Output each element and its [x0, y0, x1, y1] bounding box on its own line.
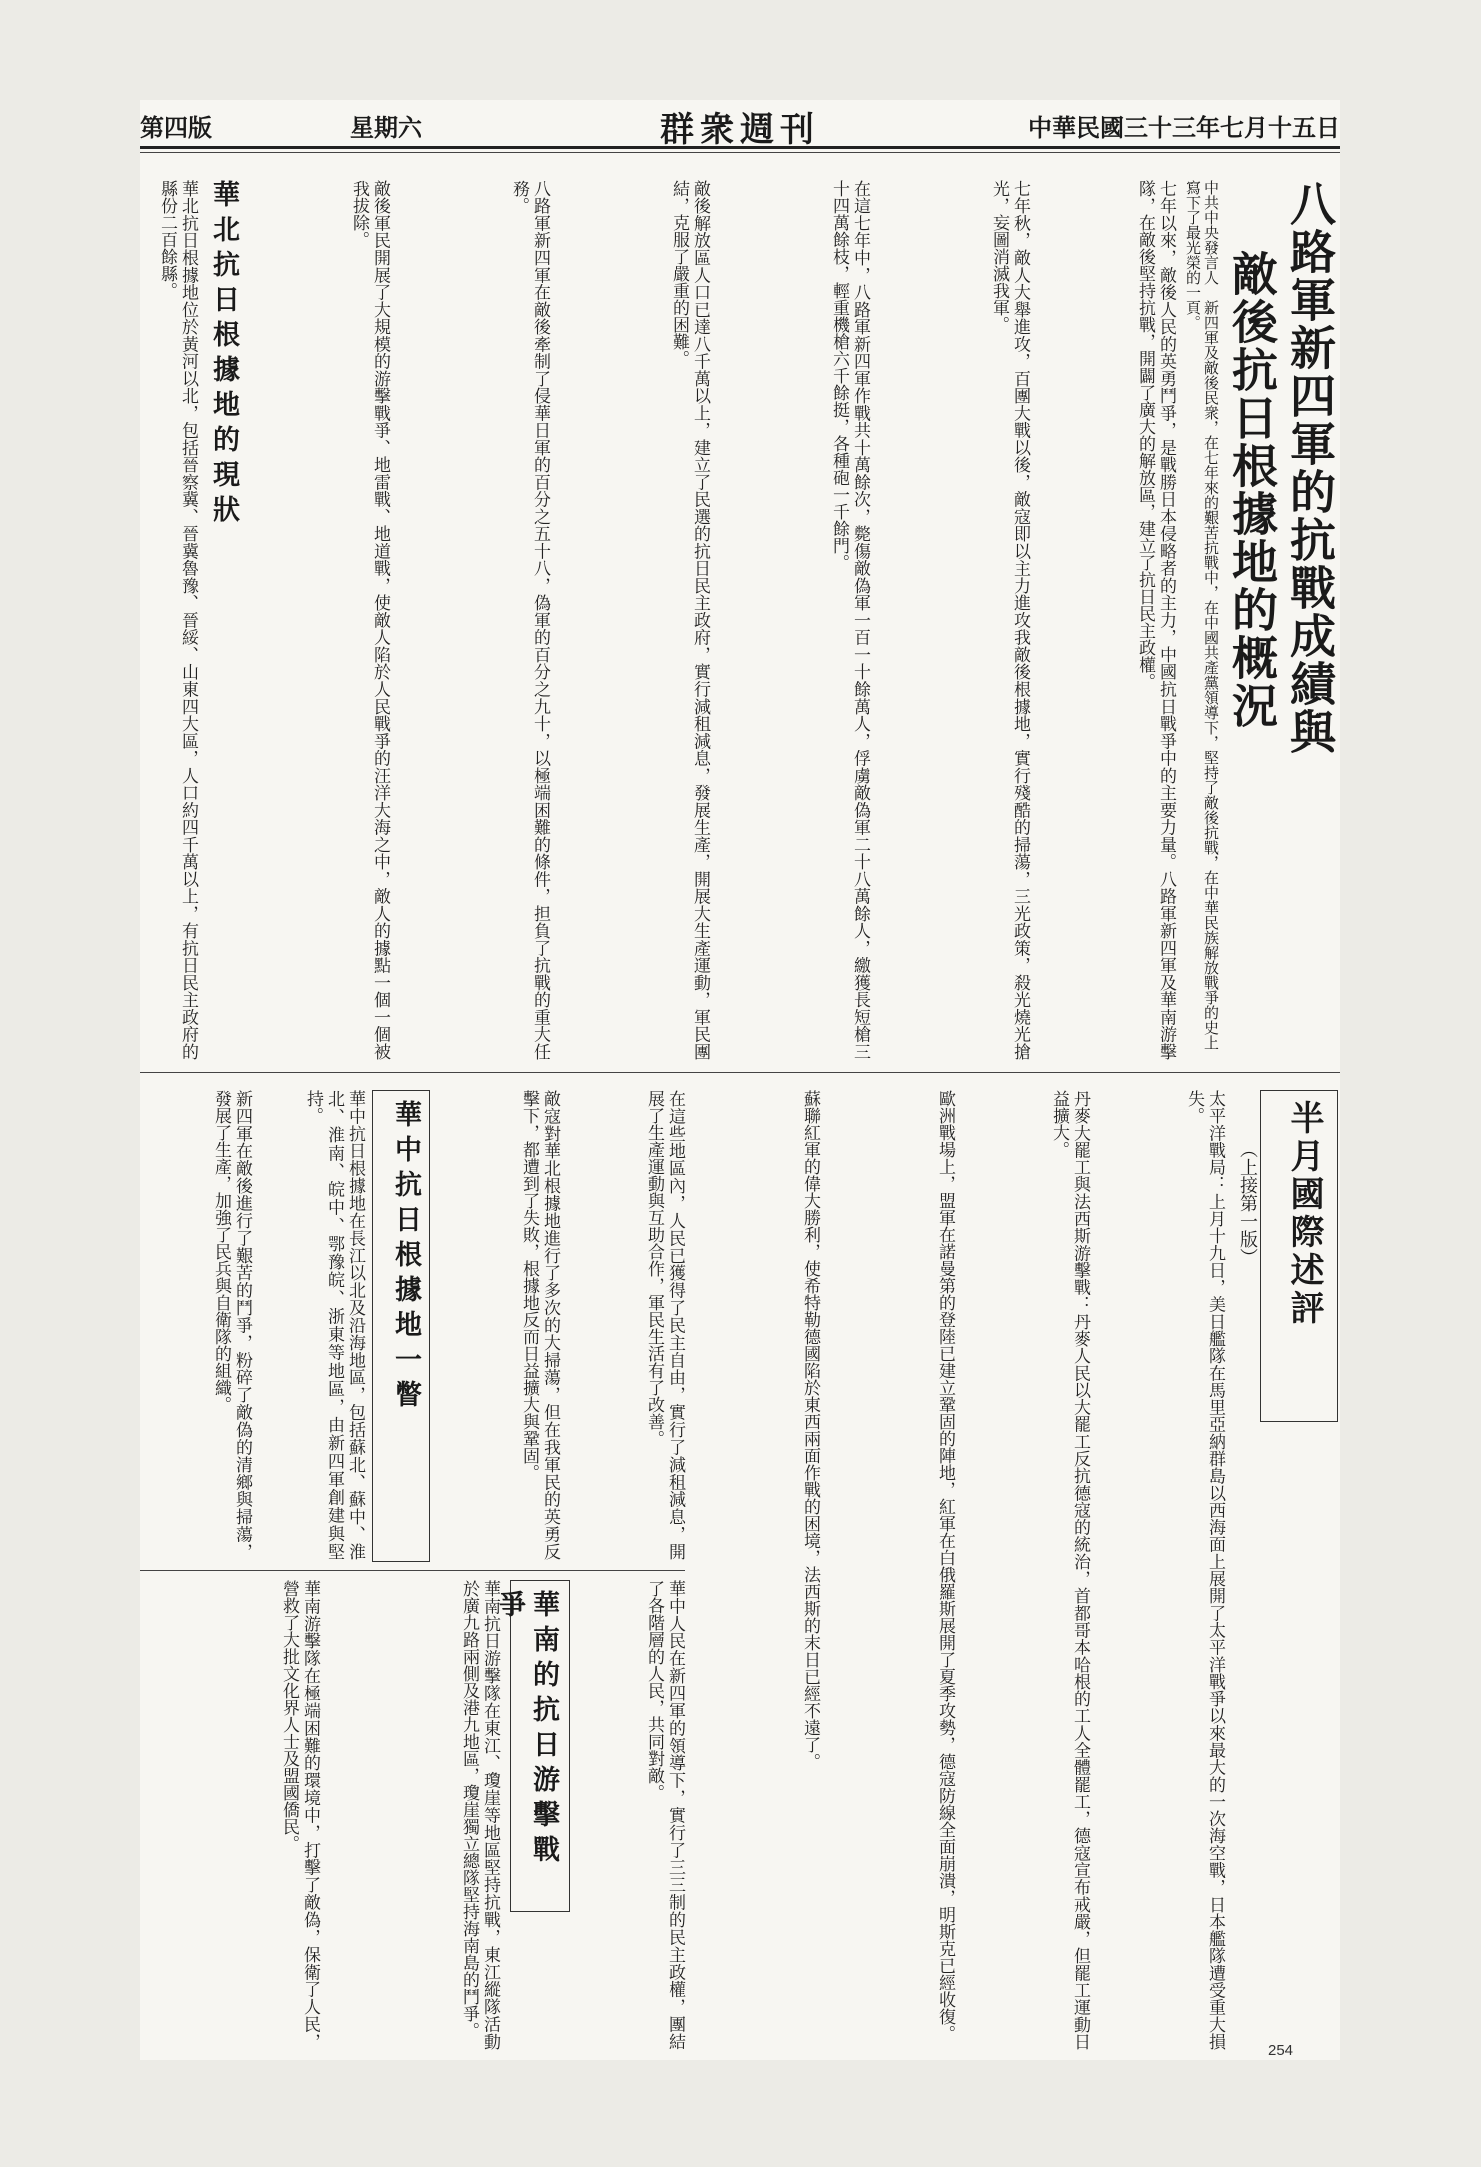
article1-paragraph: 敵後軍民開展了大規模的游擊戰爭、地雷戰、地道戰，使敵人陷於人民戰爭的汪洋大海之中，敵人的據點一個一個被我拔除。 — [349, 180, 390, 1060]
section-rule — [140, 1570, 685, 1571]
article1-paragraph: 七年秋，敵人大舉進攻，百團大戰以後，敵寇即以主力進攻我敵後根據地，實行殘酷的掃蕩，三光政策，殺光燒光搶光，妄圖消滅我軍。 — [989, 180, 1030, 1060]
page-label: 第四版 — [140, 113, 212, 142]
article3-paragraph: 華北抗日根據地位於黃河以北，包括晉察冀、晉冀魯豫、晉綏、山東四大區，人口約四千萬以上，有抗日民主政府的縣份二百餘縣。 — [157, 180, 198, 1060]
article4-paragraph: 新四軍在敵後進行了艱苦的鬥爭，粉碎了敵偽的清鄉與掃蕩，發展了生產，加強了民兵與自衛隊的組織。 — [211, 1090, 252, 1560]
article-headline-2: 敵後抗日根據地的概況 — [1225, 250, 1279, 730]
article1-paragraph: 七年以來，敵後人民的英勇鬥爭，是戰勝日本侵略者的主力，中國抗日戰爭中的主要力量。八路軍新四軍及華南游擊隊，在敵後堅持抗戰，開闢了廣大的解放區，建立了抗日民主政權。 — [1135, 180, 1176, 1060]
paper-logo: 群衆週刊 — [660, 110, 820, 150]
article5-paragraph: 華南游擊隊在極端困難的環境中，打擊了敵偽，保衛了人民，營救了大批文化界人士及盟國僑民。 — [279, 1580, 320, 2050]
issue-date: 中華民國三十三年七月十五日 — [1028, 113, 1340, 142]
article3-paragraph: 在這些地區內，人民已獲得了民主自由，實行了減租減息，開展了生產運動與互助合作，軍民生活有了改善。 — [644, 1090, 685, 1560]
article1-paragraph: 在這七年中，八路軍新四軍作戰共十萬餘次，斃傷敵偽軍一百一十餘萬人，俘虜敵偽軍二十八萬餘人，繳獲長短槍三十四萬餘枝，輕重機槍六千餘挺，各種砲一千餘門。 — [829, 180, 870, 1060]
section-rule — [140, 1072, 1340, 1073]
newspaper-page — [140, 100, 1340, 2060]
article4-paragraph: 華中抗日根據地在長江以北及沿海地區，包括蘇北、蘇中、淮北、淮南、皖中、鄂豫皖、浙東等地區，由新四軍創建與堅持。 — [303, 1090, 365, 1560]
article4-title: 華中抗日根據地一瞥 — [390, 1100, 421, 1415]
masthead-rule — [140, 152, 1340, 153]
article3-title: 華北抗日根據地的現狀 — [208, 180, 239, 530]
article5-title: 華南的抗日游擊戰爭 — [494, 1590, 559, 1870]
review-title: 半月國際述評 — [1284, 1100, 1324, 1328]
review-subtitle: （上接第一版） — [1237, 1140, 1258, 1266]
review-paragraph: 蘇聯紅軍的偉大勝利，使希特勒德國陷於東西兩面作戰的困境，法西斯的末日已經不遠了。 — [800, 1090, 820, 1770]
review-paragraph: 歐洲戰場上，盟軍在諾曼第的登陸已建立鞏固的陣地，紅軍在白俄羅斯展開了夏季攻勢，德寇防線全面崩潰，明斯克已經收復。 — [935, 1090, 955, 2042]
article-headline-1: 八路軍新四軍的抗戰成績與 — [1283, 180, 1337, 756]
article1-paragraph: 八路軍新四軍在敵後牽制了侵華日軍的百分之五十八，偽軍的百分之九十，以極端困難的條件，担負了抗戰的重大任務。 — [509, 180, 550, 1060]
article4-paragraph: 華中人民在新四軍的領導下，實行了三三制的民主政權，團結了各階層的人民，共同對敵。 — [644, 1580, 685, 2050]
review-paragraph: 太平洋戰局：上月十九日，美日艦隊在馬里亞納群島以西海面上展開了太平洋戰爭以來最大的一次海空戰，日本艦隊遭受重大損失。 — [1184, 1090, 1225, 2050]
article5-paragraph: 華南抗日游擊隊在東江、瓊崖等地區堅持抗戰，東江縱隊活動於廣九路兩側及港九地區，瓊崖獨立總隊堅持海南島的鬥爭。 — [459, 1580, 500, 2050]
page-number: 254 — [1268, 2042, 1294, 2059]
article3-paragraph: 敵寇對華北根據地進行了多次的大掃蕩，但在我軍民的英勇反擊下，都遭到了失敗，根據地反而日益擴大與鞏固。 — [519, 1090, 560, 1560]
review-paragraph: 丹麥大罷工與法西斯游擊戰：丹麥人民以大罷工反抗德寇的統治，首都哥本哈根的工人全體罷工，德寇宣布戒嚴，但罷工運動日益擴大。 — [1049, 1090, 1090, 2050]
article1-paragraph: 敵後解放區人口已達八千萬以上，建立了民選的抗日民主政府，實行減租減息，發展生產，開展大生產運動，軍民團結，克服了嚴重的困難。 — [669, 180, 710, 1060]
weekday: 星期六 — [350, 113, 422, 142]
article-byline: 中共中央發言人 新四軍及敵後民衆，在七年來的艱苦抗戰中，在中國共產黨領導下，堅持了敵後抗戰，在中華民族解放戰爭的史上寫下了最光榮的一頁。 — [1184, 180, 1220, 1050]
masthead — [140, 100, 1340, 149]
